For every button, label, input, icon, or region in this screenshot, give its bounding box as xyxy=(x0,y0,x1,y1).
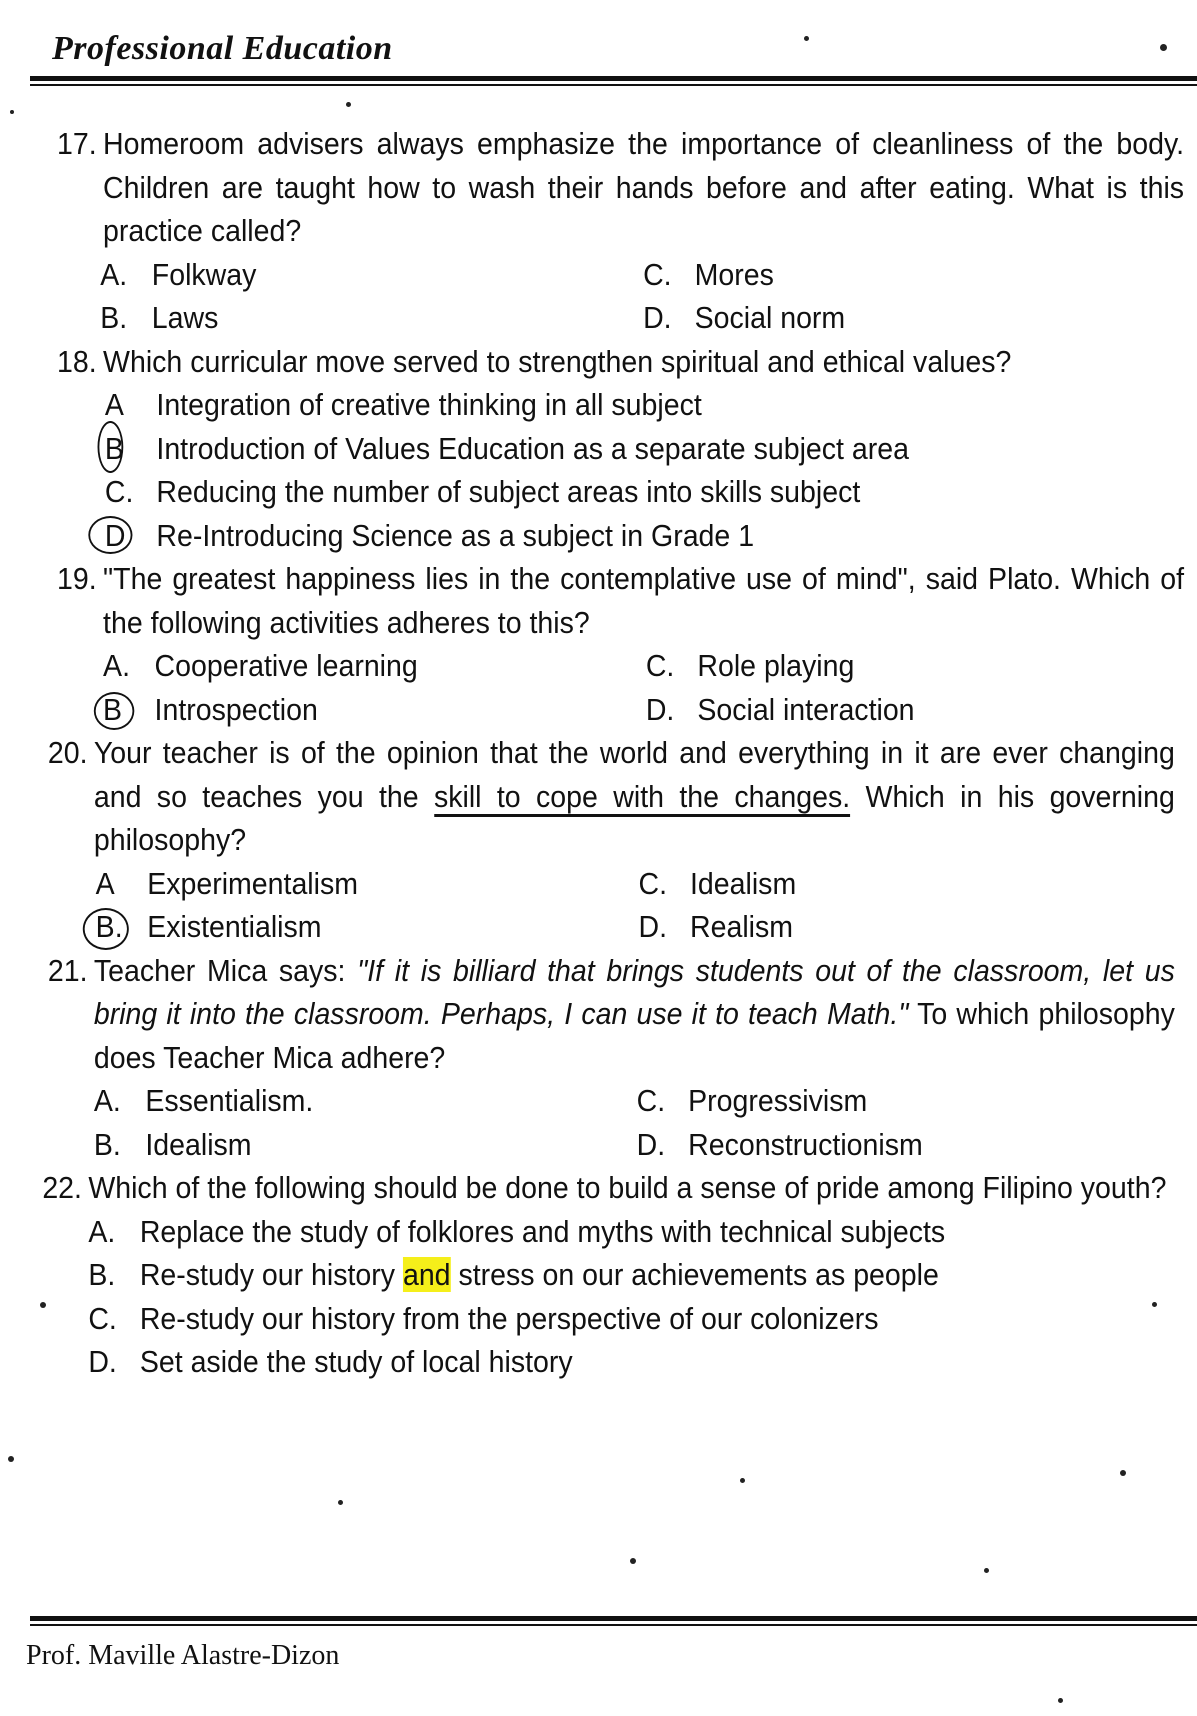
option-text: Social norm xyxy=(694,300,846,335)
option-text: Existentialism xyxy=(147,909,322,944)
highlighted-word: and xyxy=(402,1257,451,1292)
option-letter: B xyxy=(105,427,157,471)
scan-speck xyxy=(630,1558,636,1564)
footer-rule xyxy=(30,1616,1197,1621)
option-letter: C. xyxy=(645,648,675,683)
option-c xyxy=(646,644,1161,688)
options xyxy=(96,862,1187,949)
option-d xyxy=(88,1340,1186,1384)
option-a xyxy=(88,1210,1186,1254)
option-text: Reducing the number of subject areas into skills subject xyxy=(156,474,861,509)
option-d xyxy=(646,688,1161,732)
question-text: Which curricular move served to strengthen spiritual and ethical values? xyxy=(103,343,1012,379)
footer-rule-thin xyxy=(30,1624,1197,1626)
scan-speck xyxy=(1160,44,1167,51)
option-a xyxy=(105,383,1187,427)
option-text: Integration of creative thinking in all subject xyxy=(156,387,702,422)
question-17 xyxy=(57,122,1187,340)
answer-circle-mark xyxy=(88,516,132,554)
option-text: Introspection xyxy=(154,691,318,727)
option-text: Cooperative learning xyxy=(154,648,418,683)
question-22 xyxy=(42,1166,1186,1384)
option-c xyxy=(105,470,1187,514)
options xyxy=(88,1210,1186,1384)
scan-speck xyxy=(740,1478,745,1483)
options xyxy=(100,253,1187,340)
question-text: Which of the following should be done to build a sense of pride among Filipino youth? xyxy=(88,1170,1167,1205)
option-letter: C. xyxy=(636,1083,666,1118)
page-header-title: Professional Education xyxy=(52,30,393,67)
scan-speck xyxy=(338,1500,343,1505)
option-d xyxy=(637,1123,1152,1167)
option-a xyxy=(100,253,643,297)
option-letter: C. xyxy=(88,1300,117,1336)
option-letter: D xyxy=(105,514,157,558)
option-letter: A xyxy=(95,865,115,901)
header-rule-thin xyxy=(30,84,1197,86)
question-21 xyxy=(48,949,1187,1167)
question-text: "The greatest happiness lies in the contemplative use of mind", said Plato. Which of the following activities adheres to this? xyxy=(103,561,1185,640)
option-text: Social interaction xyxy=(697,691,915,727)
question-number: 17. xyxy=(57,126,97,161)
option-letter: A xyxy=(104,387,124,422)
header-rule xyxy=(30,76,1197,81)
question-number: 22. xyxy=(42,1170,82,1205)
option-text: Laws xyxy=(151,300,219,335)
scan-speck xyxy=(1058,1698,1063,1703)
option-text: Idealism xyxy=(690,865,797,901)
options xyxy=(94,1079,1187,1166)
footer-author: Prof. Maville Alastre-Dizon xyxy=(26,1640,340,1671)
option-letter: C. xyxy=(643,256,672,292)
option-letter: B xyxy=(103,688,155,732)
option-c xyxy=(88,1297,1186,1341)
question-number: 19. xyxy=(57,561,97,596)
option-text: Essentialism. xyxy=(145,1083,314,1118)
options xyxy=(103,644,1187,731)
question-18 xyxy=(57,340,1187,558)
option-d xyxy=(105,514,1187,558)
option-text: Re-study our history from the perspective of our colonizers xyxy=(139,1300,879,1336)
scan-speck xyxy=(1120,1470,1126,1476)
option-text: Folkway xyxy=(151,256,257,292)
answer-circle-mark xyxy=(94,692,134,730)
answer-circle-mark xyxy=(98,421,124,473)
option-letter: C. xyxy=(638,865,667,901)
question-20 xyxy=(48,731,1187,949)
question-number: 21. xyxy=(47,952,88,988)
question-text: Your teacher is of the opinion that the world and everything in it are ever changing and so teaches you the skill to cope with the changes. Which in his governing philosophy? xyxy=(93,735,1175,857)
option-c xyxy=(638,862,1153,906)
option-text: Reconstructionism xyxy=(688,1126,923,1162)
option-letter: C. xyxy=(104,474,134,509)
questions-area xyxy=(0,122,1187,1384)
question-text: Homeroom advisers always emphasize the importance of cleanliness of the body. Children are taught how to wash their hands before and after eating. What is this practice called? xyxy=(103,126,1185,248)
underlined-phrase: skill to cope with the changes. xyxy=(434,779,850,817)
question-19 xyxy=(57,557,1187,731)
scan-speck xyxy=(10,110,14,114)
option-text: Re-Introducing Science as a subject in Grade 1 xyxy=(156,517,755,553)
option-text: Introduction of Values Education as a separate subject area xyxy=(156,430,909,466)
option-letter: A. xyxy=(93,1083,121,1118)
scan-speck xyxy=(1152,1302,1157,1307)
option-letter: A. xyxy=(100,256,128,292)
scan-speck xyxy=(804,36,809,41)
question-text: Teacher Mica says: "If it is billiard that brings students out of the classroom, let us bring it into the classroom. Perhaps, I can use it to teach Math." To which philosophy does Teacher Mica adhere? xyxy=(93,952,1175,1075)
option-text: Realism xyxy=(690,909,794,944)
option-c xyxy=(643,253,1158,297)
option-b xyxy=(88,1253,1186,1297)
option-a xyxy=(96,862,639,906)
option-b xyxy=(103,688,646,732)
option-text: Idealism xyxy=(145,1126,252,1162)
option-letter: A. xyxy=(88,1213,116,1249)
option-letter: A. xyxy=(103,648,130,683)
scan-speck xyxy=(984,1568,989,1573)
option-text: Re-study our history and stress on our achievements as people xyxy=(139,1257,939,1292)
option-b xyxy=(96,905,639,949)
scan-speck xyxy=(346,102,351,107)
option-text: Experimentalism xyxy=(147,865,358,901)
option-a xyxy=(103,644,646,688)
question-number: 20. xyxy=(47,735,88,770)
option-d xyxy=(643,296,1158,340)
answer-circle-mark xyxy=(83,908,129,950)
option-letter: B. xyxy=(93,1126,121,1162)
option-text: Replace the study of folklores and myths with technical subjects xyxy=(139,1213,946,1249)
option-letter: D. xyxy=(638,909,667,944)
option-b xyxy=(100,296,643,340)
option-text: Mores xyxy=(694,256,774,292)
option-a xyxy=(94,1079,637,1123)
option-letter: D. xyxy=(88,1344,117,1379)
option-b xyxy=(94,1123,637,1167)
quoted-statement: "If it is billiard that brings students out of the classroom, let us bring it into the classroom. Perhaps, I can use it to teach Math." xyxy=(93,952,1175,1031)
option-c xyxy=(637,1079,1152,1123)
option-letter: B. xyxy=(100,300,128,335)
option-letter: D. xyxy=(645,691,675,727)
scan-speck xyxy=(40,1302,46,1308)
option-text: Role playing xyxy=(697,648,855,683)
option-text: Progressivism xyxy=(688,1083,868,1118)
option-letter: D. xyxy=(636,1126,666,1162)
option-text: Set aside the study of local history xyxy=(139,1344,573,1379)
option-d xyxy=(638,905,1153,949)
options xyxy=(105,383,1187,557)
scan-speck xyxy=(8,1456,14,1462)
option-b xyxy=(105,427,1187,471)
option-letter: B. xyxy=(88,1257,116,1292)
option-letter: B. xyxy=(96,905,148,949)
option-letter: D. xyxy=(643,300,672,335)
question-number: 18. xyxy=(57,343,97,379)
